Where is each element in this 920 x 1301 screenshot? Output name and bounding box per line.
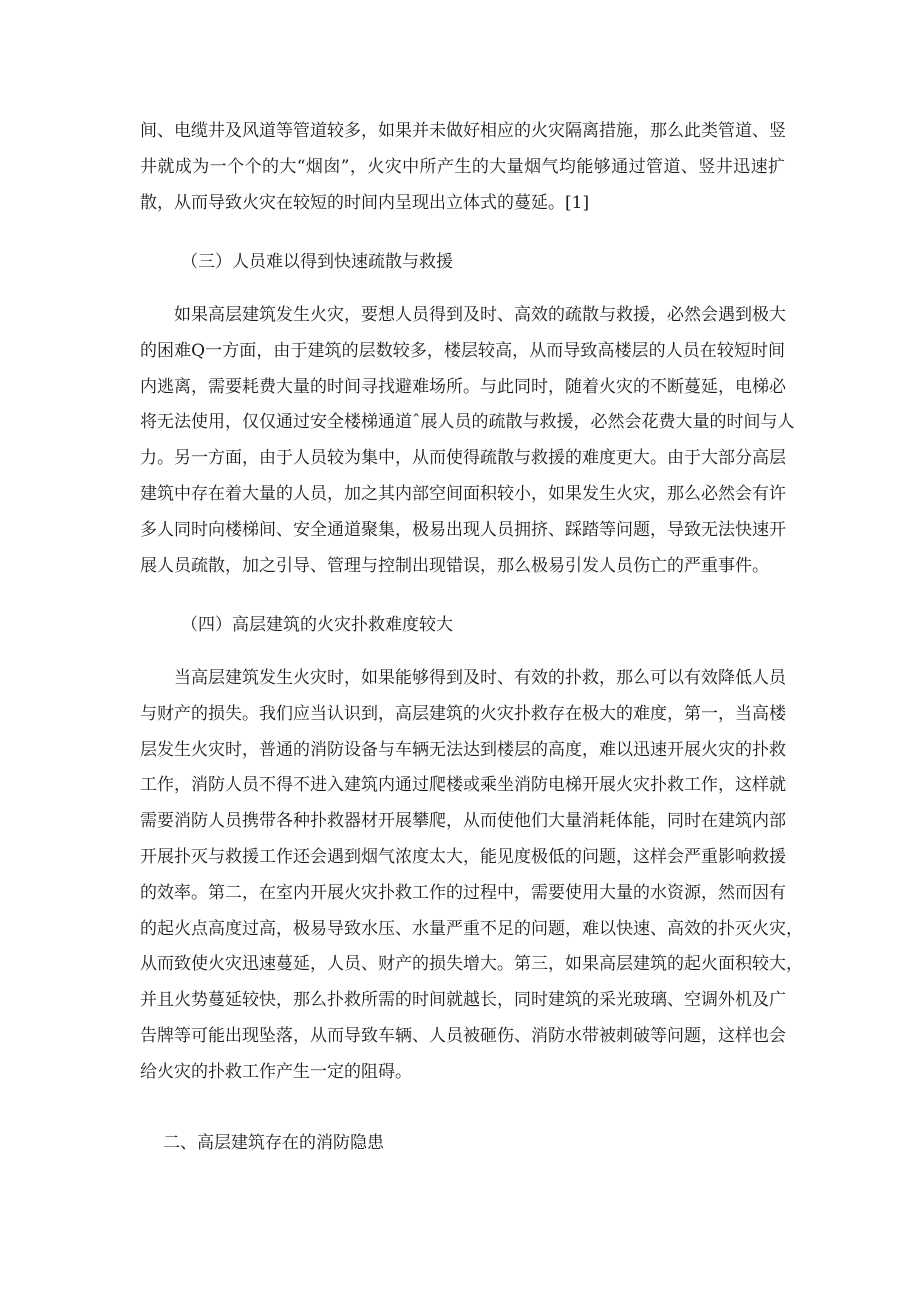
text-line: 多人同时向楼梯间、安全通道聚集，极易出现人员拥挤、踩踏等问题，导致无法快速开 bbox=[140, 519, 786, 540]
text-line: 与财产的损失。我们应当认识到，高层建筑的火灾扑救存在极大的难度，第一，当高楼 bbox=[140, 703, 786, 724]
text-line: 内逃离，需要耗费大量的时间寻找避难场所。与此同时，随着火灾的不断蔓延，电梯必 bbox=[140, 376, 786, 397]
text-line: 从而致使火灾迅速蔓延，人员、财产的损失增大。第三，如果高层建筑的起火面积较大， bbox=[140, 954, 803, 975]
text-line: 当高层建筑发生火灾时，如果能够得到及时、有效的扑救，那么可以有效降低人员 bbox=[174, 668, 786, 688]
text-line: 给火灾的扑救工作产生一定的阻碍。 bbox=[140, 1061, 412, 1082]
paragraph-firefighting bbox=[140, 661, 803, 1091]
text-line: 的起火点高度过高，极易导致水压、水量严重不足的问题，难以快速、高效的扑灭火灾， bbox=[140, 918, 803, 939]
text-line: 力。另一方面，由于人员较为集中，从而使得疏散与救援的难度更大。由于大部分高层 bbox=[140, 448, 786, 469]
text-line: 将无法使用，仅仅通过安全楼梯通道ˆ展人员的疏散与救援，必然会花费大量的时间与人 bbox=[140, 412, 795, 433]
text-line: 需要消防人员携带各种扑救器材开展攀爬，从而使他们大量消耗体能，同时在建筑内部 bbox=[140, 811, 786, 832]
paragraph-evacuation bbox=[140, 298, 795, 584]
text-line: 展人员疏散，加之引导、管理与控制出现错误，那么极易引发人员伤亡的严重事件。 bbox=[140, 555, 769, 576]
paragraph-fire-spread bbox=[140, 114, 785, 221]
text-line: 并且火势蔓延较快，那么扑救所需的时间就越长，同时建筑的采光玻璃、空调外机及广 bbox=[140, 990, 786, 1011]
text-line: 建筑中存在着大量的人员，加之其内部空间面积较小，如果发生火灾，那么必然会有许 bbox=[140, 483, 786, 504]
text-line: 的效率。第二，在室内开展火灾扑救工作的过程中，需要使用大量的水资源，然而因有 bbox=[140, 882, 786, 903]
text-line: 层发生火灾时，普通的消防设备与车辆无法达到楼层的高度，难以迅速开展火灾的扑救 bbox=[140, 739, 786, 760]
text-line: 间、电缆井及风道等管道较多，如果并未做好相应的火灾隔离措施，那么此类管道、竖 bbox=[140, 121, 786, 141]
subheading-evacuation: （三）人员难以得到快速疏散与救援 bbox=[181, 252, 453, 272]
subheading-firefighting-difficulty: （四）高层建筑的火灾扑救难度较大 bbox=[181, 615, 453, 635]
text-line: 开展扑灭与救援工作还会遇到烟气浓度太大，能见度极低的问题，这样会严重影响救援 bbox=[140, 846, 786, 867]
text-line: 散，从而导致火灾在较短的时间内呈现出立体式的蔓延。[1] bbox=[140, 192, 590, 213]
text-line: 工作，消防人员不得不进入建筑内通过爬楼或乘坐消防电梯开展火灾扑救工作，这样就 bbox=[140, 775, 786, 796]
text-line: 如果高层建筑发生火灾，要想人员得到及时、高效的疏散与救援，必然会遇到极大 bbox=[174, 305, 786, 325]
text-line: 井就成为一个个的大“烟囱”，火灾中所产生的大量烟气均能够通过管道、竖井迅速扩 bbox=[140, 156, 785, 177]
section-title-fire-hazards: 二、高层建筑存在的消防隐患 bbox=[163, 1133, 384, 1153]
text-line: 告牌等可能出现坠落，从而导致车辆、人员被砸伤、消防水带被刺破等问题，这样也会 bbox=[140, 1025, 786, 1046]
text-line: 的困难Q一方面，由于建筑的层数较多，楼层较高，从而导致高楼层的人员在较短时间 bbox=[140, 340, 785, 361]
